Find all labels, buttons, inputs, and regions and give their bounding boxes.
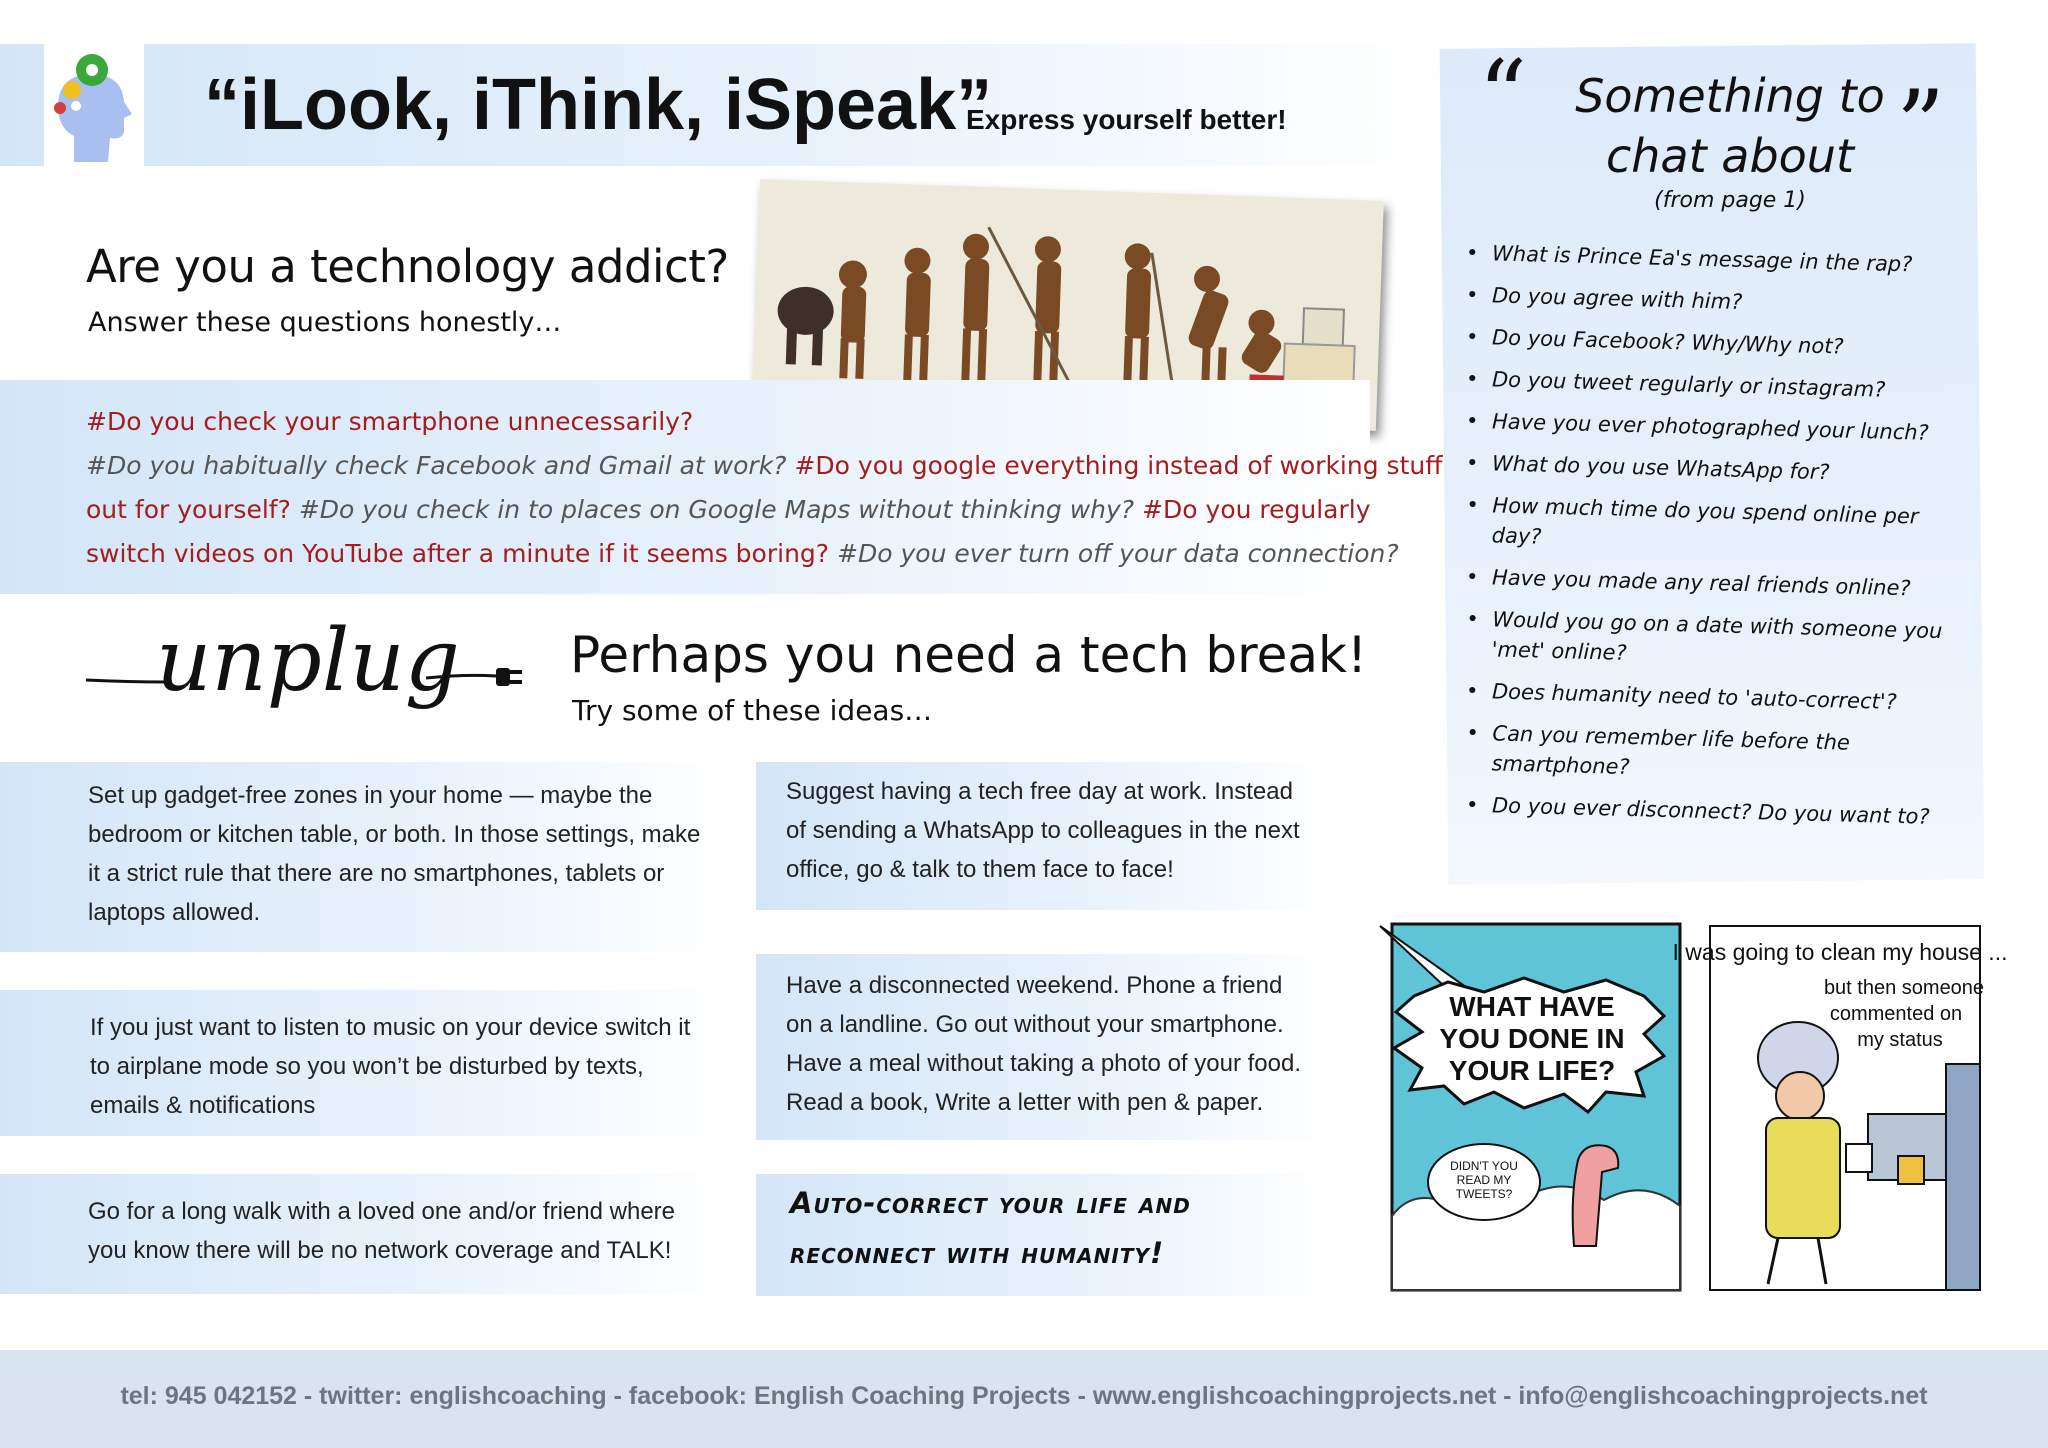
- chat-question: • Can you remember life before the smartphone?: [1457, 717, 1958, 790]
- idea-text: Have a disconnected weekend. Phone a friend on a landline. Go out without your smartphone. Have a meal without taking a photo of your food. Read a book, Write a letter with pen & paper.: [786, 972, 1301, 1116]
- chat-title: [1510, 66, 1950, 186]
- chat-question: • Do you Facebook? Why/Why not?: [1458, 321, 1959, 364]
- open-quote-icon: “: [1478, 40, 1528, 152]
- idea-text: Go for a long walk with a loved one and/or friend where you know there will be no network coverage and TALK!: [88, 1198, 676, 1264]
- chat-question: • How much time do you spend online per day?: [1457, 489, 1958, 562]
- chat-subtitle: (from page 1): [1654, 188, 1806, 213]
- quiz-question: out for yourself?: [86, 495, 291, 524]
- page-subtitle: Express yourself better!: [966, 104, 1287, 135]
- comic-what-have-you-done: [1374, 916, 1686, 1292]
- quiz-question-line: [86, 444, 1443, 488]
- slogan: [790, 1178, 1330, 1278]
- chat-question: • Does humanity need to 'auto-correct'?: [1458, 675, 1959, 718]
- chat-question: • Do you tweet regularly or instagram?: [1458, 363, 1959, 406]
- page-title: “iLook, iThink, iSpeak”: [204, 65, 993, 145]
- comic-small-line: TWEETS?: [1455, 1187, 1513, 1201]
- comic-caption-line: I was going to clean my house ...: [1672, 939, 2008, 965]
- comic-small-line: DIDN'T YOU: [1450, 1159, 1518, 1173]
- comic-speech-line: YOU DONE IN: [1439, 1023, 1625, 1054]
- footer-contact: tel: 945 042152 - twitter: englishcoaching - facebook: English Coaching Projects - www.englishcoachingprojects.net - info@englishcoachingprojects.net: [120, 1382, 1928, 1410]
- slogan-line: reconnect with humanity!: [790, 1236, 1165, 1270]
- chat-questions: [1458, 241, 1958, 838]
- quiz-question-line: [86, 400, 1376, 444]
- quiz-question: #Do you check in to places on Google Maps without thinking why?: [298, 495, 1135, 524]
- comic-caption-line: commented on: [1829, 1003, 1963, 1025]
- quiz-question-line: [86, 488, 1376, 532]
- quiz-question: #Do you ever turn off your data connection?: [837, 539, 1399, 568]
- quiz-questions: [86, 400, 1443, 576]
- comic-caption-line: but then someone: [1823, 977, 1985, 999]
- chat-question: • Do you ever disconnect? Do you want to?: [1458, 789, 1959, 832]
- quiz-question: #Do you check your smartphone unnecessarily?: [86, 407, 694, 436]
- unplug-word: unplug: [156, 611, 460, 711]
- chat-question: • Have you made any real friends online?: [1458, 561, 1959, 604]
- quiz-question: #Do you regularly: [1142, 495, 1371, 524]
- idea-text: Set up gadget-free zones in your home — maybe the bedroom or kitchen table, or both. In those settings, make it a strict rule that there are no smartphones, tablets or laptops allowed.: [88, 782, 701, 926]
- chat-question: • Would you go on a date with someone you 'met' online?: [1457, 603, 1958, 676]
- comic-small-line: READ MY: [1456, 1173, 1512, 1187]
- quiz-heading: Are you a technology addict?: [86, 240, 729, 293]
- quiz-question: #Do you google everything instead of working stuff: [794, 451, 1443, 480]
- chat-question: • Do you agree with him?: [1458, 279, 1959, 322]
- comic-speech-line: WHAT HAVE: [1449, 991, 1615, 1022]
- chat-question: • Have you ever photographed your lunch?: [1458, 405, 1959, 448]
- chat-question: • What do you use WhatsApp for?: [1458, 447, 1959, 490]
- chat-title-line: chat about: [1605, 129, 1854, 183]
- comic-caption-line: my status: [1857, 1029, 1943, 1051]
- comic-speech-line: YOUR LIFE?: [1448, 1055, 1616, 1086]
- idea-text: Suggest having a tech free day at work. Instead of sending a WhatsApp to colleagues in the next office, go & talk to them face to face!: [786, 778, 1300, 883]
- close-quote-icon: ”: [1896, 70, 1946, 182]
- slogan-line: Auto-correct your life and: [790, 1186, 1191, 1220]
- tech-break-heading: Perhaps you need a tech break!: [570, 626, 1367, 684]
- unplug-graphic: [86, 612, 546, 752]
- quiz-question-line: [86, 532, 1399, 576]
- chat-question: • What is Prince Ea's message in the rap?: [1458, 237, 1959, 280]
- idea-text: If you just want to listen to music on your device switch it to airplane mode so you won’t be disturbed by texts, emails & notifications: [90, 1014, 691, 1119]
- chat-title-line: Something to: [1575, 69, 1885, 123]
- quiz-question: #Do you habitually check Facebook and Gmail at work?: [86, 451, 787, 480]
- plug-icon: [496, 668, 510, 686]
- quiz-intro: Answer these questions honestly…: [88, 307, 562, 338]
- comic-clean-my-house: [1672, 924, 2008, 1292]
- quiz-question: switch videos on YouTube after a minute if it seems boring?: [86, 539, 830, 568]
- tech-break-intro: Try some of these ideas…: [572, 694, 933, 727]
- logo-icon: [44, 44, 144, 166]
